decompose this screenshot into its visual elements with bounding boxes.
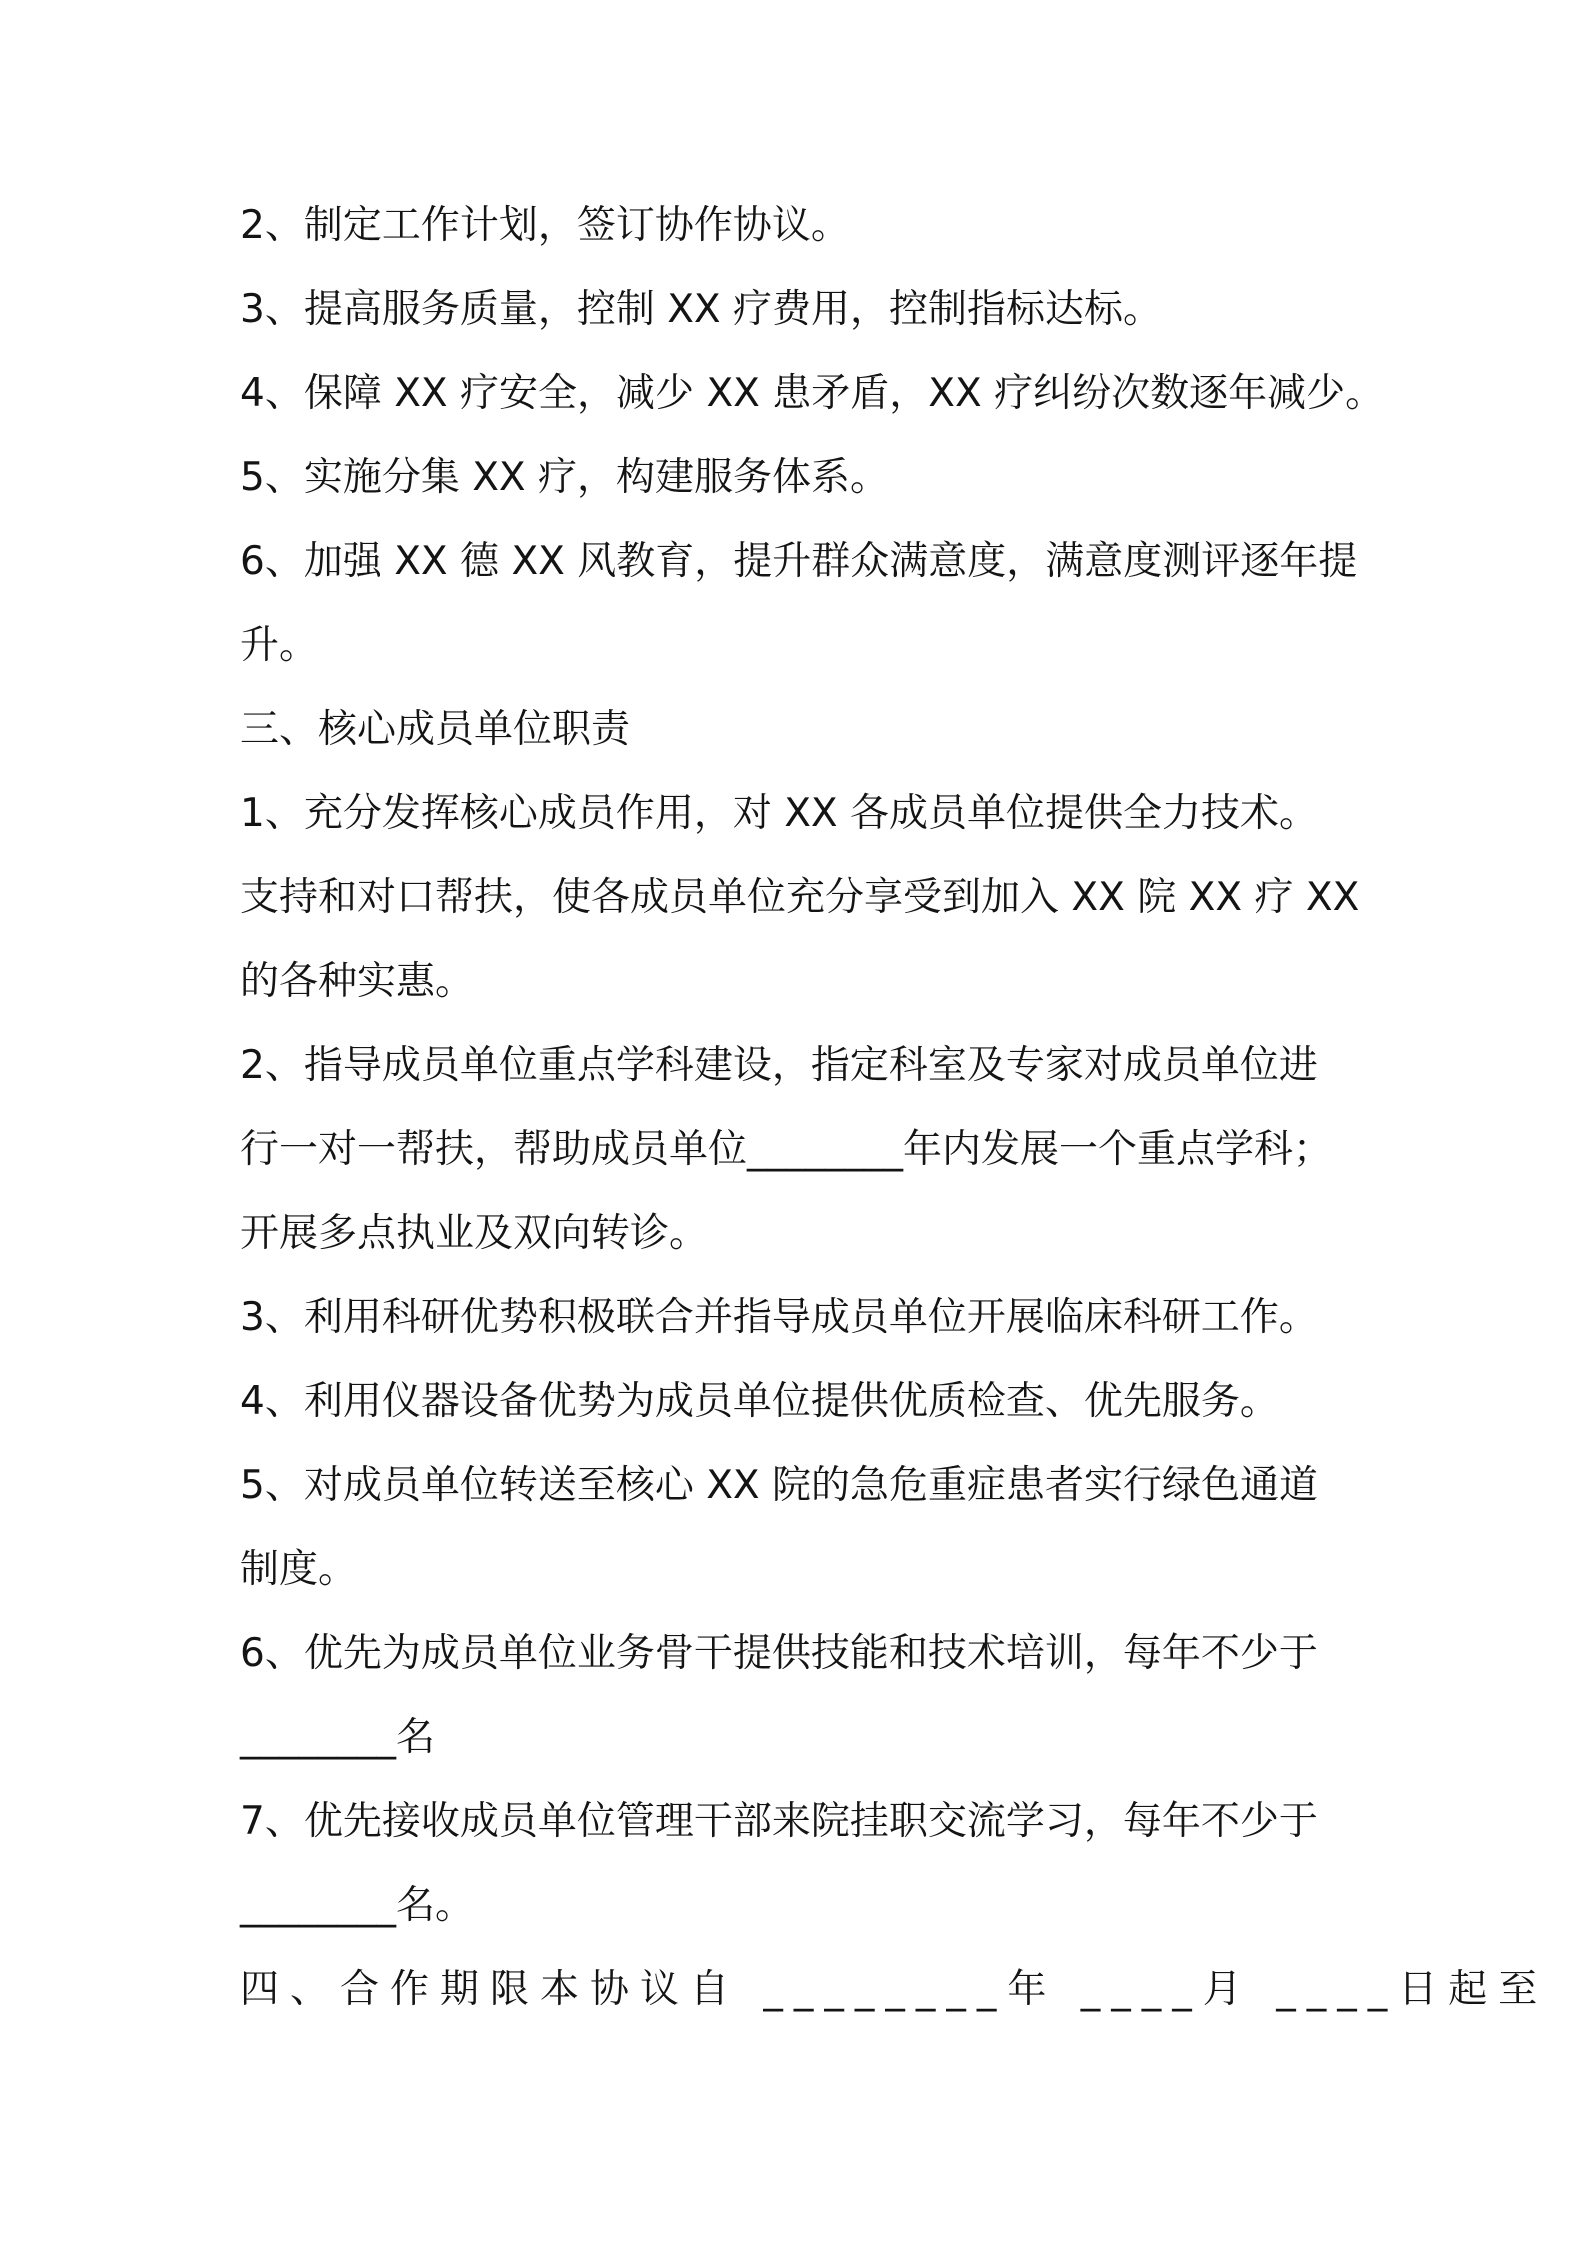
- core-item-1: 1、充分发挥核心成员作用，对 XX 各成员单位提供全力技术。: [240, 791, 1319, 836]
- core-item-6-line-2: ________名: [240, 1715, 436, 1760]
- item-5-tiered-care: 5、实施分集 XX 疗，构建服务体系。: [240, 455, 890, 500]
- core-item-5: 5、对成员单位转送至核心 XX 院的急危重症患者实行绿色通道: [240, 1463, 1319, 1508]
- core-item-7: 7、优先接收成员单位管理干部来院挂职交流学习，每年不少于: [240, 1799, 1318, 1844]
- item-6-ethics-education: 6、加强 XX 德 XX 风教育，提升群众满意度，满意度测评逐年提: [240, 539, 1358, 584]
- item-6-continuation: 升。: [240, 623, 319, 668]
- core-item-4: 4、利用仪器设备优势为成员单位提供优质检查、优先服务。: [240, 1379, 1279, 1424]
- core-item-1-line-2: 支持和对口帮扶，使各成员单位充分享受到加入 XX 院 XX 疗 XX: [240, 875, 1360, 920]
- core-item-7-line-2: ________名。: [240, 1883, 475, 1928]
- item-4-safety: 4、保障 XX 疗安全，减少 XX 患矛盾，XX 疗纠纷次数逐年减少。: [240, 371, 1385, 416]
- section-3-heading: 三、核心成员单位职责: [240, 707, 631, 752]
- item-2-work-plan: 2、制定工作计划，签订协作协议。: [240, 203, 850, 248]
- core-item-2-line-2: 行一对一帮扶，帮助成员单位________年内发展一个重点学科；: [240, 1127, 1333, 1172]
- core-item-5-line-2: 制度。: [240, 1547, 358, 1592]
- core-item-1-line-3: 的各种实惠。: [240, 959, 475, 1004]
- core-item-6: 6、优先为成员单位业务骨干提供技能和技术培训，每年不少于: [240, 1631, 1318, 1676]
- section-4-term: 四、合作期限本协议自 ________年 ____月 ____日起至: [240, 1967, 1549, 2012]
- core-item-2-line-3: 开展多点执业及双向转诊。: [240, 1211, 709, 1256]
- core-item-2: 2、指导成员单位重点学科建设，指定科室及专家对成员单位进: [240, 1043, 1318, 1088]
- item-3-service-quality: 3、提高服务质量，控制 XX 疗费用，控制指标达标。: [240, 287, 1163, 332]
- core-item-3: 3、利用科研优势积极联合并指导成员单位开展临床科研工作。: [240, 1295, 1318, 1340]
